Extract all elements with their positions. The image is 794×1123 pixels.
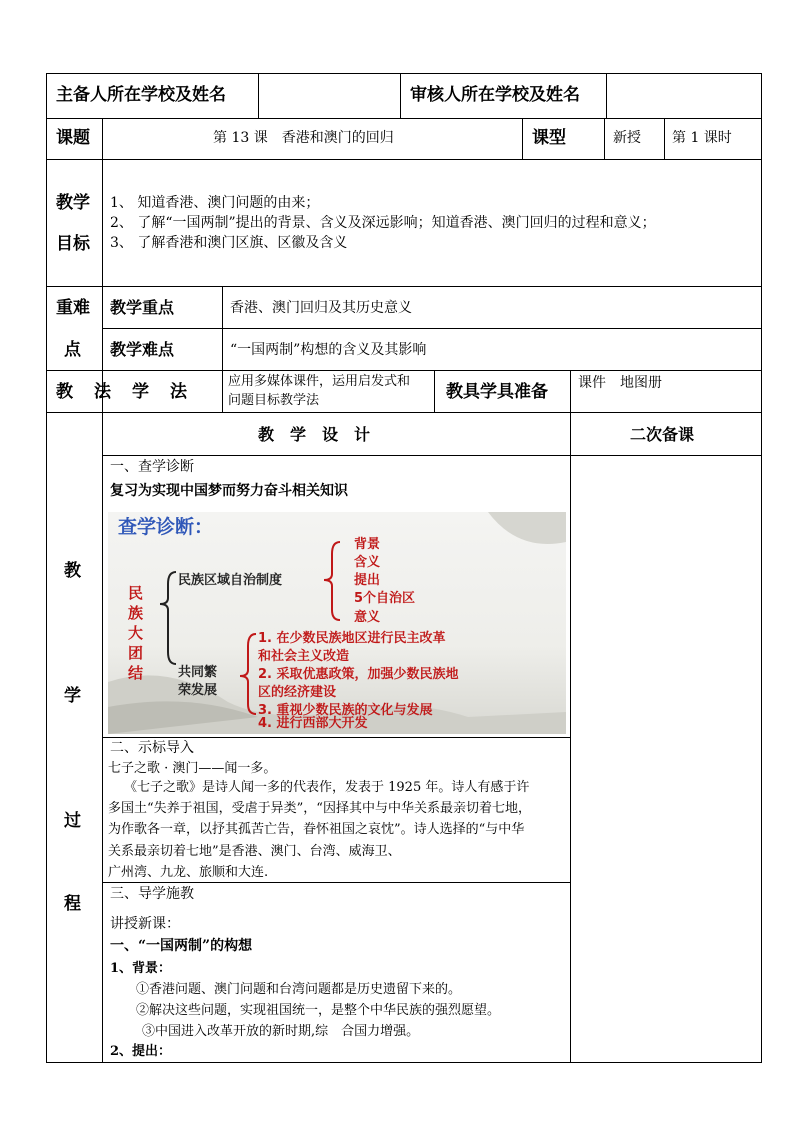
slide-branch-2-line: 荣发展: [178, 683, 218, 698]
section2-line: 《七子之歌》是诗人闻一多的代表作，发表于 1925 年。诗人有感于许: [124, 780, 530, 795]
slide-vertical-char: 民: [128, 584, 144, 602]
difficulty-label: 教学难点: [110, 340, 175, 359]
difficulty-value: “一国两制”构想的含义及其影响: [230, 342, 427, 358]
review-slide-image: [108, 512, 566, 734]
background-item: ②解决这些问题，实现祖国统一，是整个中华民族的强烈愿望。: [136, 1003, 501, 1018]
slide-branch-1-item: 5个自治区: [354, 591, 416, 606]
goal-item: 1、 知道香港、澳门问题的由来；: [110, 195, 320, 211]
slide-vertical-char: 结: [128, 664, 144, 682]
lesson-type-label: 课型: [532, 128, 566, 148]
key-points-label-2: 点: [64, 340, 81, 360]
methods-value-1: 应用多媒体课件，运用启发式和: [228, 374, 411, 389]
slide-branch-2-item: 区的经济建设: [258, 685, 337, 700]
section3-sub2: 2、提出：: [110, 1044, 172, 1059]
section3-heading: 一、“一国两制”的构想: [110, 938, 253, 954]
section1-subtitle: 复习为实现中国梦而努力奋斗相关知识: [110, 483, 348, 499]
second-prep-header: 二次备课: [630, 425, 695, 444]
slide-vertical-char: 大: [128, 624, 144, 642]
slide-branch-1-item: 含义: [354, 555, 381, 570]
goal-item: 2、 了解“一国两制”提出的背景、含义及深远影响；知道香港、澳门回归的过程和意义；: [110, 215, 656, 231]
process-label-char: 教: [64, 561, 81, 581]
section2-line: 七子之歌 · 澳门——闻一多。: [108, 761, 277, 776]
key-points-label-1: 重难: [56, 298, 90, 318]
focus-label: 教学重点: [110, 298, 175, 317]
lesson-type-value: 新授: [613, 130, 641, 146]
section2-title: 二、示标导入: [110, 740, 194, 756]
period-value: 第 1 课时: [672, 130, 732, 146]
focus-value: 香港、澳门回归及其历史意义: [230, 300, 412, 316]
slide-branch-2-item: 和社会主义改造: [258, 649, 350, 664]
background-item: ①香港问题、澳门问题和台湾问题都是历史遗留下来的。: [136, 982, 462, 997]
process-label-char: 过: [64, 811, 81, 831]
slide-vertical-char: 族: [128, 604, 144, 622]
goals-label-2: 目标: [56, 234, 90, 254]
section3-sub1: 1、背景：: [110, 961, 172, 976]
section1-title: 一、查学诊断: [110, 459, 194, 475]
slide-vertical-char: 团: [128, 644, 144, 662]
methods-value-2: 问题目标教学法: [228, 393, 320, 408]
slide-branch-1-item: 意义: [354, 610, 381, 625]
slide-branch-2-item: 4. 进行西部大开发: [258, 716, 368, 731]
topic-label: 课题: [56, 128, 90, 148]
section2-line: 关系最亲切着七地”是香港、澳门、台湾、威海卫、: [108, 844, 401, 859]
methods-label: 教 法 学 法: [56, 382, 189, 402]
section2-line: 广州湾、九龙、旅顺和大连.: [108, 865, 269, 880]
goals-label-1: 教学: [56, 193, 90, 213]
slide-branch-2-line: 共同繁: [178, 665, 218, 680]
background-item: ③中国进入改革开放的新时期,综 合国力增强。: [142, 1024, 420, 1039]
slide-decoration: [108, 512, 566, 734]
slide-branch-1-item: 提出: [354, 573, 381, 588]
slide-branch-1-item: 背景: [354, 537, 381, 552]
reviewer-label: 审核人所在学校及姓名: [410, 85, 580, 105]
design-header: 教 学 设 计: [258, 425, 371, 444]
slide-branch-2-item: 3. 重视少数民族的文化与发展: [258, 703, 433, 718]
tools-value: 课件 地图册: [578, 375, 662, 391]
section2-line: 多国土“失养于祖国，受虐于异类”，“因择其中与中华关系最亲切着七地，: [108, 801, 531, 816]
slide-branch-1: 民族区域自治制度: [178, 573, 283, 588]
goal-item: 3、 了解香港和澳门区旗、区徽及含义: [110, 235, 348, 251]
slide-branch-2-item: 2. 采取优惠政策，加强少数民族地: [258, 667, 459, 682]
section2-line: 为作歌各一章，以抒其孤苦亡告，眷怀祖国之哀忱”。诗人选择的“与中华: [108, 822, 525, 837]
process-label-char: 程: [64, 894, 81, 914]
preparer-label: 主备人所在学校及姓名: [56, 85, 226, 105]
slide-title: 查学诊断：: [118, 516, 214, 538]
section3-title: 三、导学施教: [110, 886, 194, 902]
slide-branch-2-item: 1. 在少数民族地区进行民主改革: [258, 631, 446, 646]
tools-label: 教具学具准备: [446, 382, 548, 402]
process-label-char: 学: [64, 686, 81, 706]
topic-value: 第 13 课 香港和澳门的回归: [213, 130, 394, 146]
section3-intro: 讲授新课：: [110, 916, 180, 932]
